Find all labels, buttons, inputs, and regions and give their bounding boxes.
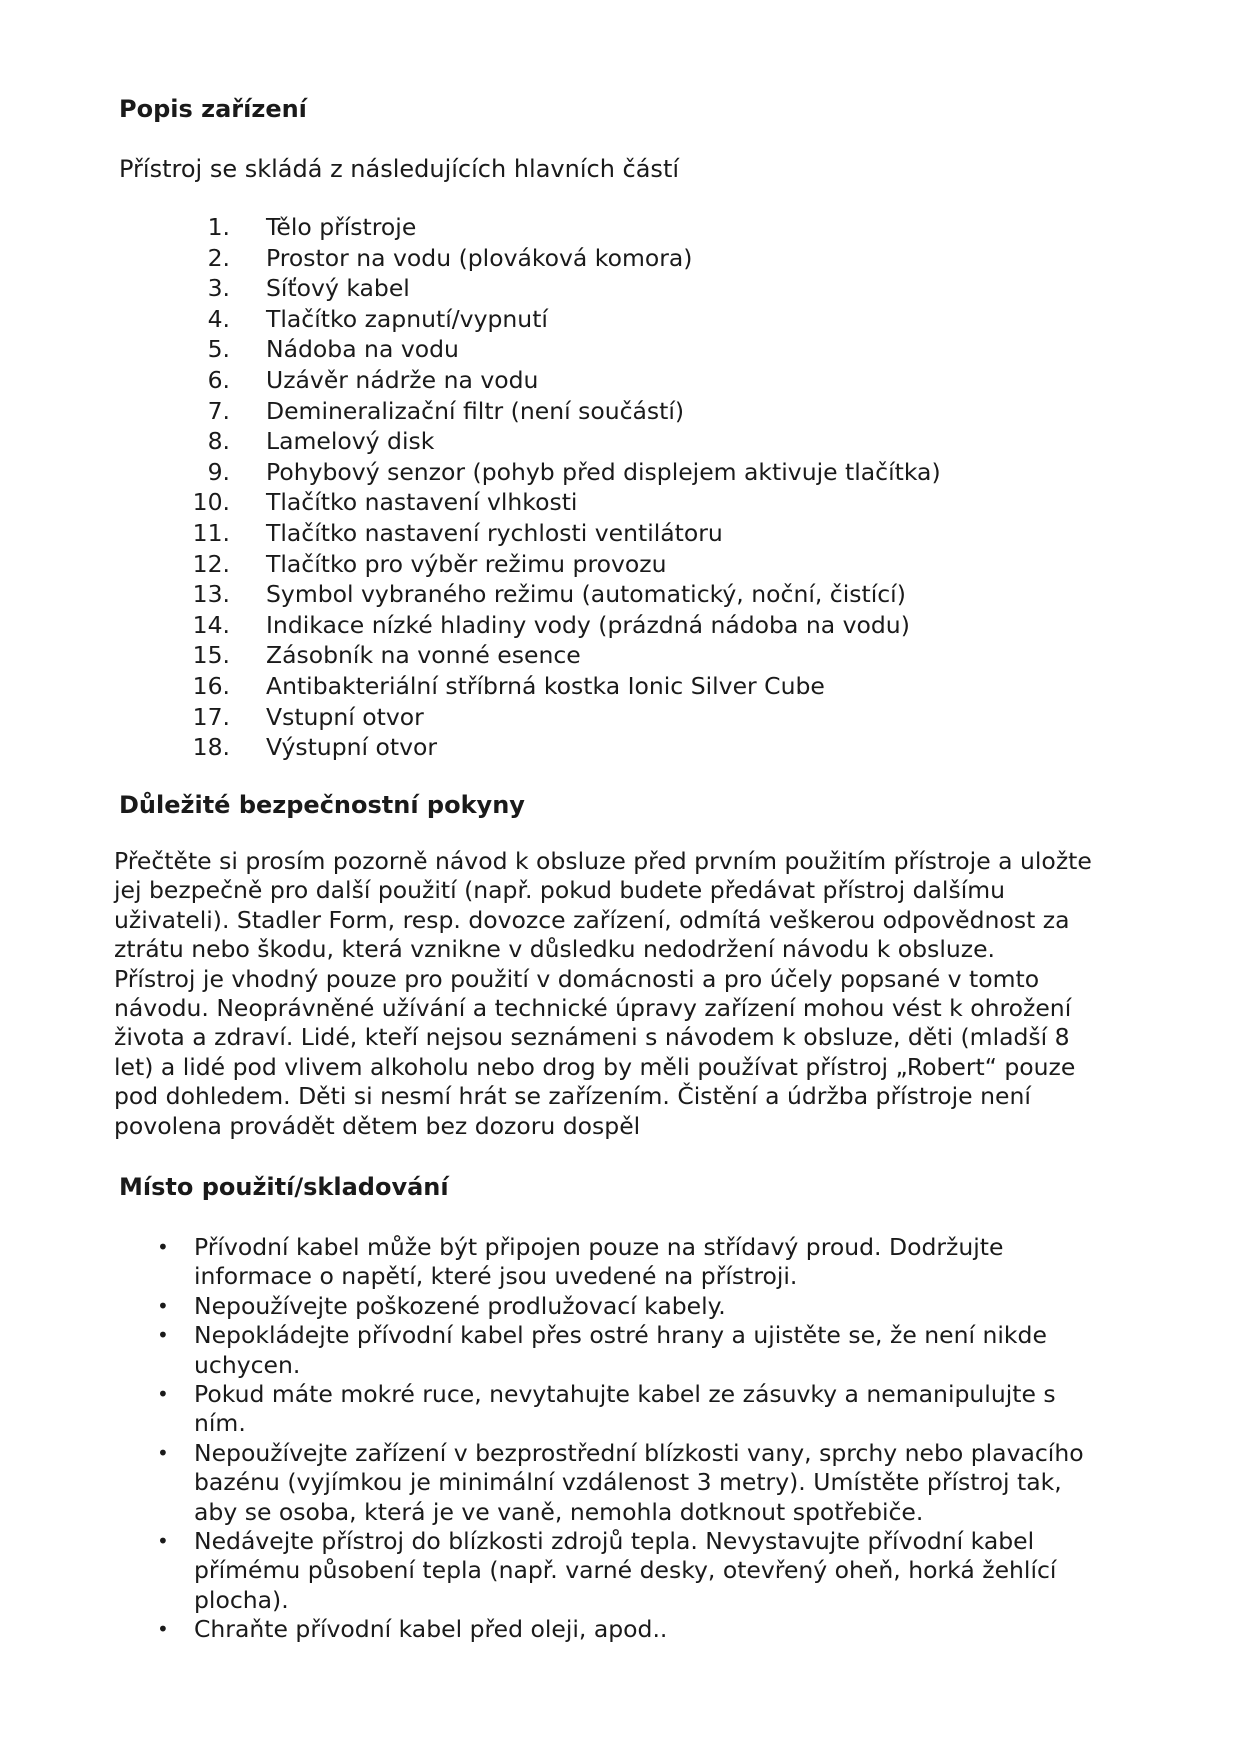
paragraph-line: povolena provádět dětem bez dozoru dospěl bbox=[114, 1111, 641, 1140]
list-item bbox=[0, 1321, 1084, 1380]
list-item-text: Tlačítko nastavení vlhkosti bbox=[266, 488, 578, 517]
bullet-line: ním. bbox=[194, 1409, 246, 1438]
bullet-line: přímému působení tepla (např. varné desky, otevřený oheň, horká žehlící bbox=[194, 1556, 1057, 1585]
paragraph-line: návodu. Neoprávněné užívání a technické úpravy zařízení mohou vést k ohrožení bbox=[114, 994, 1072, 1023]
bullet-line: Chraňte přívodní kabel před oleji, apod.. bbox=[194, 1615, 668, 1644]
bullet-text bbox=[194, 1527, 1084, 1615]
placement-bullet-list bbox=[0, 1233, 1084, 1645]
list-item-number: 4. bbox=[207, 304, 230, 333]
list-item-text: Indikace nízké hladiny vody (prázdná nádoba na vodu) bbox=[266, 610, 910, 639]
bullet-icon: • bbox=[157, 1382, 169, 1407]
bullet-line: uchycen. bbox=[194, 1350, 301, 1379]
list-item-number: 7. bbox=[207, 396, 230, 425]
list-item-text: Antibakteriální stříbrná kostka Ionic Silver Cube bbox=[266, 671, 825, 700]
list-item-text: Zásobník na vonné esence bbox=[266, 641, 581, 670]
list-item-number: 1. bbox=[207, 213, 230, 241]
list-item-number: 13. bbox=[192, 580, 230, 609]
paragraph-line: let) a lidé pod vlivem alkoholu nebo drog by měli používat přístroj „Robert“ pouze bbox=[114, 1052, 1076, 1081]
list-item-text: Tlačítko zapnutí/vypnutí bbox=[266, 304, 548, 333]
list-item-text: Vstupní otvor bbox=[266, 702, 424, 731]
bullet-line: Nepoužívejte poškozené prodlužovací kabely. bbox=[194, 1291, 726, 1320]
paragraph-line: Přečtěte si prosím pozorně návod k obsluze před prvním použitím přístroje a uložte bbox=[114, 847, 1092, 875]
list-item-number: 3. bbox=[207, 274, 230, 303]
list-item bbox=[0, 1380, 1084, 1439]
bullet-text bbox=[194, 1439, 1084, 1527]
list-item-number: 8. bbox=[207, 427, 230, 456]
section-title-placement: Místo použití/skladování bbox=[119, 1173, 449, 1201]
list-item-number: 2. bbox=[207, 243, 230, 272]
list-item bbox=[0, 1233, 1084, 1292]
list-item-text: Symbol vybraného režimu (automatický, noční, čistící) bbox=[266, 580, 906, 609]
list-item bbox=[0, 1439, 1084, 1527]
paragraph-line: uživateli). Stadler Form, resp. dovozce zařízení, odmítá veškerou odpovědnost za bbox=[114, 905, 1070, 934]
list-item-number: 12. bbox=[192, 549, 230, 578]
list-item-number: 9. bbox=[207, 457, 230, 486]
list-item-text: Výstupní otvor bbox=[266, 733, 438, 762]
list-item-text: Demineralizační filtr (není součástí) bbox=[266, 396, 685, 425]
bullet-line: Nepoužívejte zařízení v bezprostřední blízkosti vany, sprchy nebo plavacího bbox=[194, 1438, 1084, 1467]
list-item-number: 17. bbox=[192, 702, 230, 731]
list-item-text: Nádoba na vodu bbox=[266, 335, 459, 364]
bullet-icon: • bbox=[157, 1235, 169, 1259]
bullet-line: informace o napětí, které jsou uvedené na přístroji. bbox=[194, 1262, 798, 1291]
list-item-text: Prostor na vodu (plováková komora) bbox=[266, 243, 693, 272]
bullet-icon: • bbox=[157, 1617, 169, 1642]
bullet-text bbox=[194, 1233, 1084, 1292]
bullet-icon: • bbox=[157, 1440, 169, 1465]
bullet-icon: • bbox=[157, 1529, 169, 1554]
bullet-icon: • bbox=[157, 1293, 169, 1318]
list-item-text: Tlačítko pro výběr režimu provozu bbox=[266, 549, 667, 578]
list-item-text: Tlačítko nastavení rychlosti ventilátoru bbox=[266, 518, 723, 547]
list-item bbox=[0, 1527, 1084, 1615]
bullet-line: bazénu (vyjímkou je minimální vzdálenost 3 metry). Umístěte přístroj tak, bbox=[194, 1468, 1062, 1497]
paragraph-line: života a zdraví. Lidé, kteří nejsou seznámeni s návodem k obsluze, děti (mladší 8 bbox=[114, 1023, 1070, 1052]
bullet-line: Nepokládejte přívodní kabel přes ostré hrany a ujistěte se, že není nikde bbox=[194, 1321, 1047, 1350]
list-item-text: Lamelový disk bbox=[266, 427, 435, 456]
paragraph-line: ztrátu nebo škodu, která vznikne v důsledku nedodržení návodu k obsluze. bbox=[114, 935, 996, 964]
list-item-number: 11. bbox=[192, 518, 230, 547]
paragraph-line: Přístroj je vhodný pouze pro použití v domácnosti a pro účely popsané v tomto bbox=[114, 964, 1040, 993]
list-item-text: Uzávěr nádrže na vodu bbox=[266, 365, 539, 394]
bullet-line: plocha). bbox=[194, 1585, 289, 1614]
bullet-text bbox=[194, 1292, 1084, 1321]
list-item-text: Pohybový senzor (pohyb před displejem aktivuje tlačítka) bbox=[266, 457, 941, 486]
paragraph-line: jej bezpečně pro další použití (např. pokud budete předávat přístroj dalšímu bbox=[114, 876, 1006, 905]
list-item-text: Tělo přístroje bbox=[266, 213, 417, 241]
section-intro: Přístroj se skládá z následujících hlavních částí bbox=[119, 155, 680, 183]
bullet-line: Přívodní kabel může být připojen pouze na střídavý proud. Dodržujte bbox=[194, 1233, 1004, 1261]
list-item-number: 10. bbox=[192, 488, 230, 517]
list-item bbox=[0, 1615, 1084, 1644]
list-item-number: 5. bbox=[207, 335, 230, 364]
bullet-text bbox=[194, 1380, 1084, 1439]
section-title-device-description: Popis zařízení bbox=[119, 95, 307, 123]
bullet-line: Nedávejte přístroj do blízkosti zdrojů tepla. Nevystavujte přívodní kabel bbox=[194, 1527, 1035, 1556]
list-item-number: 6. bbox=[207, 365, 230, 394]
list-item-number: 14. bbox=[192, 610, 230, 639]
bullet-text bbox=[194, 1321, 1084, 1380]
bullet-line: Pokud máte mokré ruce, nevytahujte kabel ze zásuvky a nemanipulujte s bbox=[194, 1380, 1056, 1409]
paragraph-line: pod dohledem. Děti si nesmí hrát se zařízením. Čistění a údržba přístroje není bbox=[114, 1082, 1031, 1111]
list-item-number: 15. bbox=[192, 641, 230, 670]
list-item bbox=[0, 1292, 1084, 1321]
list-item-number: 16. bbox=[192, 671, 230, 700]
list-item-text: Síťový kabel bbox=[266, 274, 410, 303]
list-item-number: 18. bbox=[192, 733, 230, 762]
bullet-text bbox=[194, 1615, 1084, 1644]
safety-paragraph bbox=[114, 847, 1134, 1141]
section-title-safety: Důležité bezpečnostní pokyny bbox=[119, 791, 525, 819]
bullet-line: aby se osoba, která je ve vaně, nemohla dotknout spotřebiče. bbox=[194, 1497, 924, 1526]
bullet-icon: • bbox=[157, 1323, 169, 1348]
